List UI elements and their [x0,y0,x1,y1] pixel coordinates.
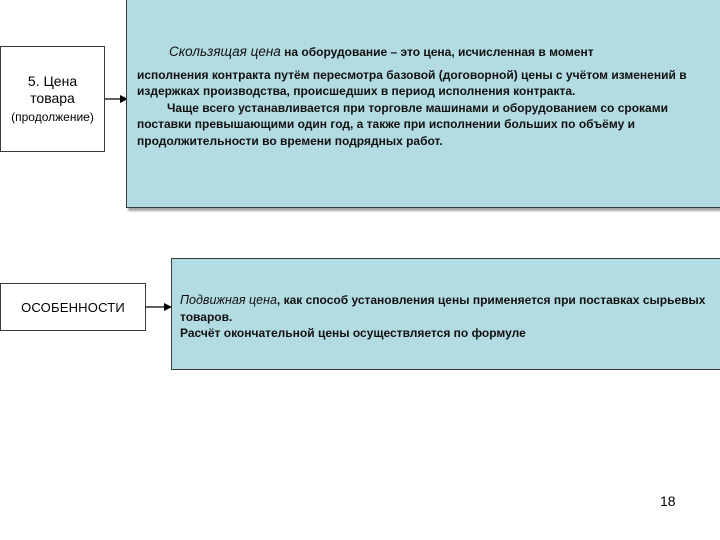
mobile-price-term: Подвижная цена [180,293,277,307]
features-label: ОСОБЕННОСТИ [21,299,125,315]
section-title-box [0,46,105,152]
sliding-price-definition-start: на оборудование – это цена, исчисленная в момент [280,45,594,59]
sliding-price-usage: Чаще всего устанавливается при торговле машинами и оборудованием со сроками поставки превышающими один год, а также при исполнении больших по объёму и продолжительности во времени подрядных работ. [137,100,668,148]
arrow-to-mobile-price-icon [146,300,174,314]
section-title-line1: 5. Цена [27,73,78,89]
section-title-line2: товара [30,90,75,106]
mobile-price-definition [180,292,716,325]
mobile-price-calculation: Расчёт окончательной цены осуществляется по формуле [180,326,526,340]
sliding-price-term: Скользящая цена [169,44,281,59]
sliding-price-panel [126,0,720,208]
sliding-price-definition [137,44,712,61]
mobile-price-definition-text: , как способ установления цены применяется при поставках сырьевых товаров. [180,293,706,324]
page-number: 18 [660,493,676,509]
section-subtitle: (продолжение) [11,110,94,124]
mobile-price-panel [171,258,720,370]
sliding-price-definition-rest: исполнения контракта путём пересмотра базовой (договорной) цены с учётом изменений в издержках производства, происшедших в период исполнения контракта. [137,67,687,98]
features-label-box [0,283,146,331]
